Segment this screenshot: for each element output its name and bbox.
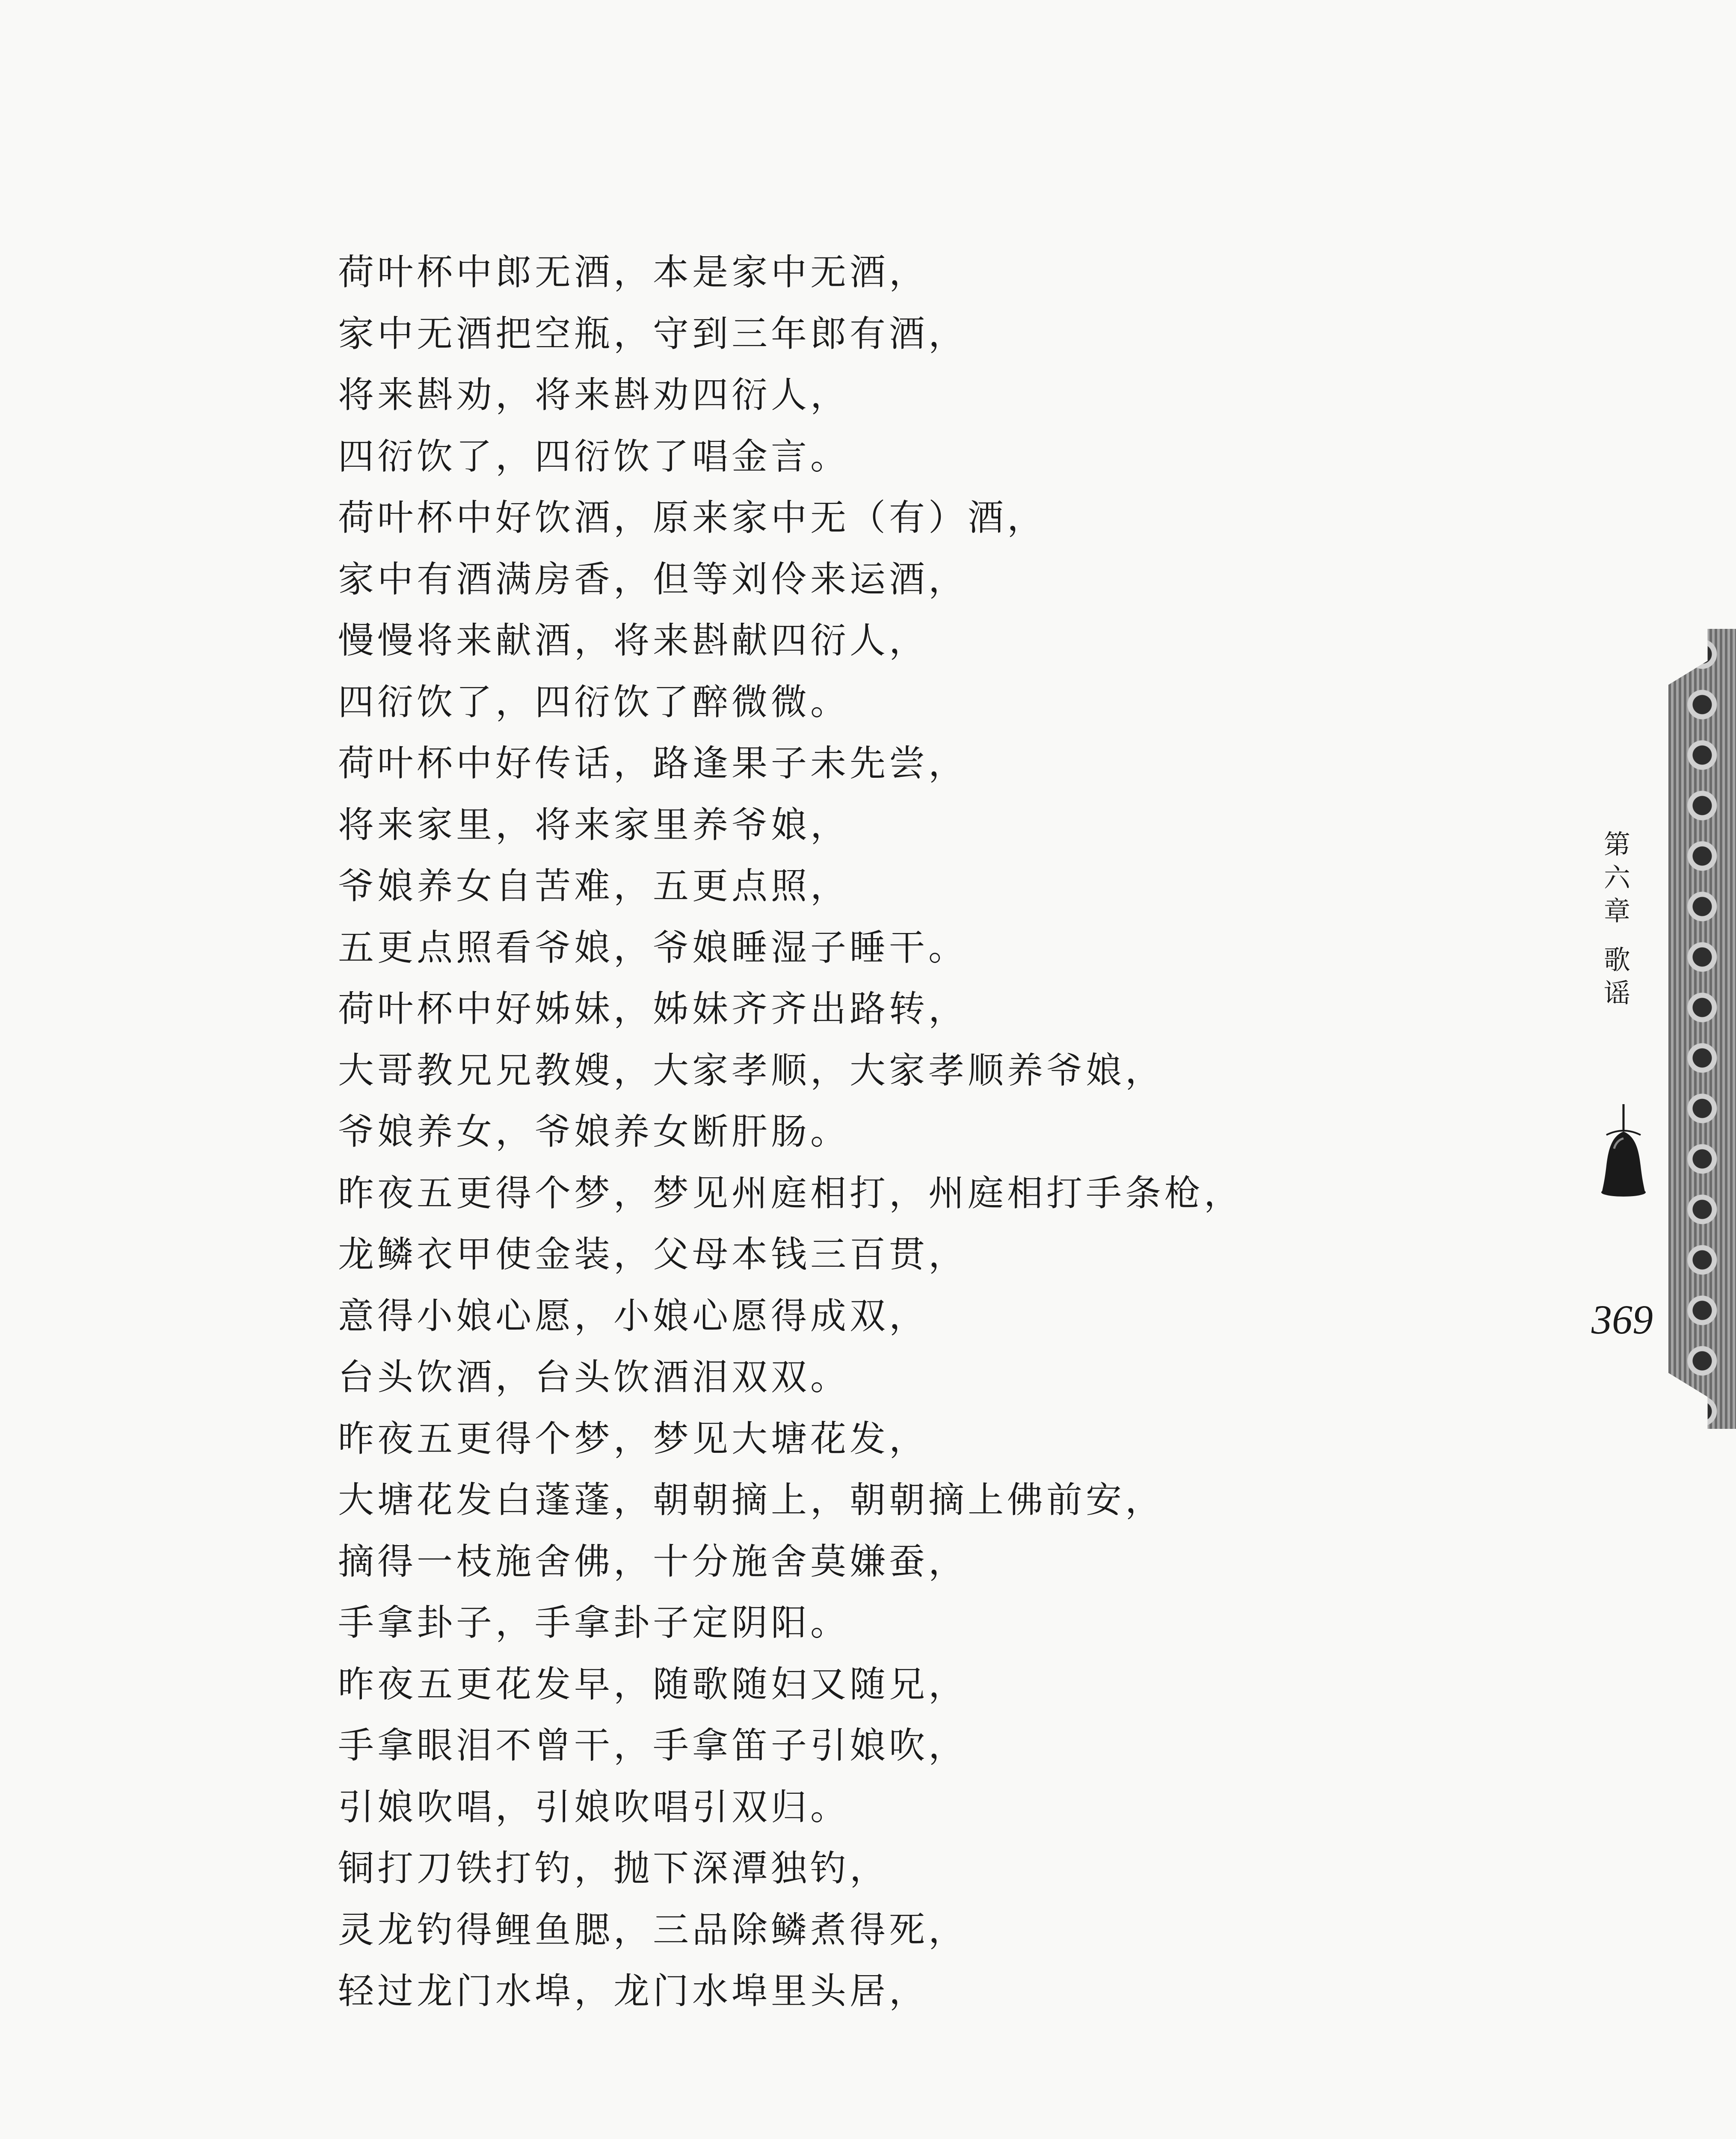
verse-line: 引娘吹唱，引娘吹唱引双归。 <box>338 1786 850 1828</box>
verse-text <box>338 242 1322 2022</box>
verse-line: 五更点照看爷娘，爷娘睡湿子睡干。 <box>338 926 968 969</box>
verse-line: 手拿眼泪不曾干，手拿笛子引娘吹， <box>338 1724 968 1766</box>
verse-line: 慢慢将来献酒，将来斟献四衍人， <box>338 619 929 661</box>
verse-line: 荷叶杯中郎无酒，本是家中无酒， <box>338 251 929 293</box>
verse-line: 台头饮酒，台头饮酒泪双双。 <box>338 1356 850 1398</box>
verse-line: 将来家里，将来家里养爷娘， <box>338 803 850 846</box>
chapter-label <box>1594 828 1641 1010</box>
decorative-band-icon <box>1668 629 1736 1429</box>
verse-line: 铜打刀铁打钓，抛下深潭独钓， <box>338 1847 889 1889</box>
verse-line: 荷叶杯中好传话，路逢果子未先尝， <box>338 742 968 784</box>
verse-line: 将来斟劝，将来斟劝四衍人， <box>338 374 850 416</box>
verse-line: 爷娘养女自苦难，五更点照， <box>338 865 850 907</box>
page-number: 369 <box>1591 1297 1653 1342</box>
verse-line: 昨夜五更得个梦，梦见大塘花发， <box>338 1417 929 1460</box>
verse-line: 荷叶杯中好姊妹，姊妹齐齐出路转， <box>338 988 968 1030</box>
verse-line: 大塘花发白蓬蓬，朝朝摘上，朝朝摘上佛前安， <box>338 1479 1165 1521</box>
verse-line: 爷娘养女，爷娘养女断肝肠。 <box>338 1111 850 1152</box>
verse-line: 龙鳞衣甲使金装，父母本钱三百贯， <box>338 1233 968 1275</box>
verse-line: 四衍饮了，四衍饮了唱金言。 <box>338 435 850 477</box>
verse-line: 意得小娘心愿，小娘心愿得成双， <box>338 1295 929 1337</box>
verse-line: 昨夜五更花发早，随歌随妇又随兄， <box>338 1663 968 1705</box>
verse-line: 灵龙钓得鲤鱼腮，三品除鳞煮得死， <box>338 1908 968 1951</box>
verse-line: 手拿卦子，手拿卦子定阴阳。 <box>338 1602 850 1644</box>
verse-line: 荷叶杯中好饮酒，原来家中无（有）酒， <box>338 497 1047 539</box>
verse-line: 家中有酒满房香，但等刘伶来运酒， <box>338 558 968 600</box>
chapter-title: 歌谣 <box>1603 944 1630 1009</box>
verse-line: 家中无酒把空瓶，守到三年郎有酒， <box>338 312 968 355</box>
verse-line: 大哥教兄兄教嫂，大家孝顺，大家孝顺养爷娘， <box>338 1049 1165 1091</box>
bell-ornament-icon <box>1594 1102 1653 1200</box>
verse-line: 摘得一枝施舍佛，十分施舍莫嫌蚕， <box>338 1540 968 1582</box>
chapter-number: 第六章 <box>1603 829 1630 927</box>
verse-line: 四衍饮了，四衍饮了醉微微。 <box>338 681 850 723</box>
verse-line: 昨夜五更得个梦，梦见州庭相打，州庭相打手条枪， <box>338 1172 1244 1214</box>
verse-line: 轻过龙门水埠，龙门水埠里头居， <box>338 1970 929 2012</box>
